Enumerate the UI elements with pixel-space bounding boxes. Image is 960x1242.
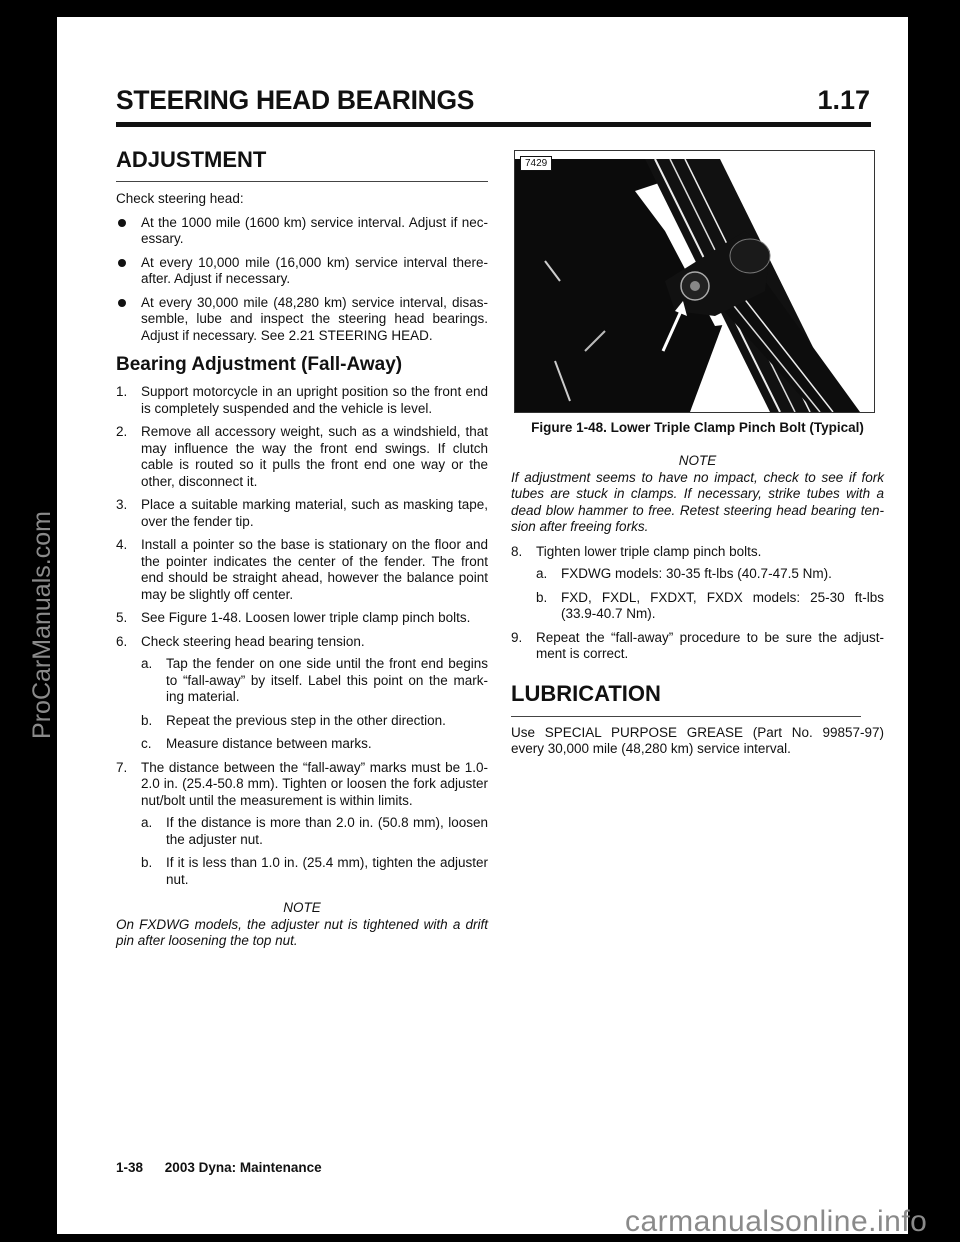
section-divider [511, 716, 861, 717]
header-rule [116, 122, 871, 127]
right-column [511, 150, 884, 758]
section-divider [116, 181, 488, 182]
step-item: 5. See Figure 1-48. Loosen lower triple clamp pinch bolts. [116, 610, 471, 625]
page-number: 1-38 [116, 1160, 144, 1175]
substep-item: b. FXD, FXDL, FXDXT, FXDX models: 25-30 ft-lbs (33.9-40.7 Nm). [536, 589, 884, 621]
adjustment-intro: Check steering head: [116, 191, 244, 206]
section-number: 1.17 [817, 85, 870, 115]
substep-item: c. Measure distance between marks. [141, 736, 372, 751]
bearing-adjustment-heading: Bearing Adjustment (Fall-Away) [116, 354, 403, 375]
lubrication-heading: LUBRICATION [511, 680, 661, 706]
substeps [141, 815, 488, 888]
left-column [116, 147, 488, 950]
substeps [536, 566, 884, 623]
step-item: 6. Check steering head bearing tension. a. Tap the fender on one side until the front end begins to “fall-away” by itself. Label this point on the mark-ing material. b. Repeat the previous step in the other direction. c. Measure distance between marks. [116, 633, 488, 751]
triple-clamp-illustration [515, 151, 874, 412]
note-title: NOTE [678, 453, 717, 468]
bullet-icon [118, 299, 126, 307]
procedure-steps-continued [511, 544, 884, 663]
page-footer [116, 1160, 322, 1175]
bullet-icon [118, 219, 126, 227]
substep-item: a. If the distance is more than 2.0 in. (50.8 mm), loosen the adjuster nut. [141, 815, 488, 847]
substep-item: a. FXDWG models: 30-35 ft-lbs (40.7-47.5 Nm). [536, 566, 832, 581]
substep-item: b. Repeat the previous step in the other direction. [141, 712, 446, 728]
substep-item: a. Tap the fender on one side until the front end begins to “fall-away” by itself. Label this point on the mark-ing material. [141, 656, 488, 704]
procedure-steps [116, 384, 488, 888]
step-item: 3. Place a suitable marking material, such as masking tape, over the fender tip. [116, 497, 488, 529]
step-item: 9. Repeat the “fall-away” procedure to be sure the adjust-ment is correct. [511, 629, 884, 661]
step-item: 4. Install a pointer so the base is stationary on the floor and the pointer indicates the center of the fender. The front end should be straight ahead, however the balance point may be slightly off center. [116, 537, 488, 602]
step-item: 8. Tighten lower triple clamp pinch bolts. a. FXDWG models: 30-35 ft-lbs (40.7-47.5 Nm). b. FXD, FXDL, FXDXT, FXDX models: 25-30 ft-lbs (33.9-40.7 Nm). [511, 543, 884, 621]
manual-title: 2003 Dyna: Maintenance [164, 1160, 322, 1175]
list-item: At the 1000 mile (1600 km) service interval. Adjust if nec-essary. [116, 215, 488, 248]
note-body: If adjustment seems to have no impact, check to see if fork tubes are stuck in clamps. If necessary, strike tubes with a dead blow hammer to free. Retest steering head bearing ten-sion after freeing forks. [511, 469, 884, 534]
figure-caption: Figure 1-48. Lower Triple Clamp Pinch Bolt (Typical) [531, 420, 864, 435]
check-interval-list [116, 215, 488, 345]
step-item: 2. Remove all accessory weight, such as a windshield, that may influence the way the front end swings. If clutch cable is routed so it pulls the front end one way or the other, disconnect it. [116, 424, 488, 489]
substeps [141, 656, 488, 753]
adjustment-heading: ADJUSTMENT [116, 147, 267, 172]
note-body: On FXDWG models, the adjuster nut is tightened with a drift pin after loosening the top nut. [116, 916, 488, 948]
manual-page [57, 17, 908, 1234]
figure-id-label: 7429 [520, 156, 552, 171]
list-item: At every 10,000 mile (16,000 km) service interval there-after. Adjust if necessary. [116, 255, 488, 288]
lubrication-text: Use SPECIAL PURPOSE GREASE (Part No. 99857-97) every 30,000 mile (48,280 km) service interval. [511, 724, 884, 756]
bullet-icon [118, 259, 126, 267]
page-title: STEERING HEAD BEARINGS [116, 85, 475, 115]
watermark-bottom: carmanualsonline.info [625, 1205, 928, 1238]
step-item: 1. Support motorcycle in an upright position so the front end is completely suspended and the vehicle is level. [116, 384, 488, 416]
step-item: 7. The distance between the “fall-away” marks must be 1.0-2.0 in. (25.4-50.8 mm). Tighten or loosen the fork adjuster nut/bolt until the measurement is within limits. a. If the distance is more than 2.0 in. (50.8 mm), loosen the adjuster nut. b. If it is less than 1.0 in. (25.4 mm), tighten the adjuster nut. [116, 759, 488, 887]
note-title: NOTE [283, 900, 321, 915]
watermark-left: ProCarManuals.com [28, 511, 56, 739]
list-item: At every 30,000 mile (48,280 km) service interval, disas-semble, lube and inspect the steering head bearings. Adjust if necessary. See 2.21 STEERING HEAD. [116, 295, 488, 345]
figure-photo [514, 150, 875, 413]
substep-item: b. If it is less than 1.0 in. (25.4 mm), tighten the adjuster nut. [141, 855, 488, 887]
